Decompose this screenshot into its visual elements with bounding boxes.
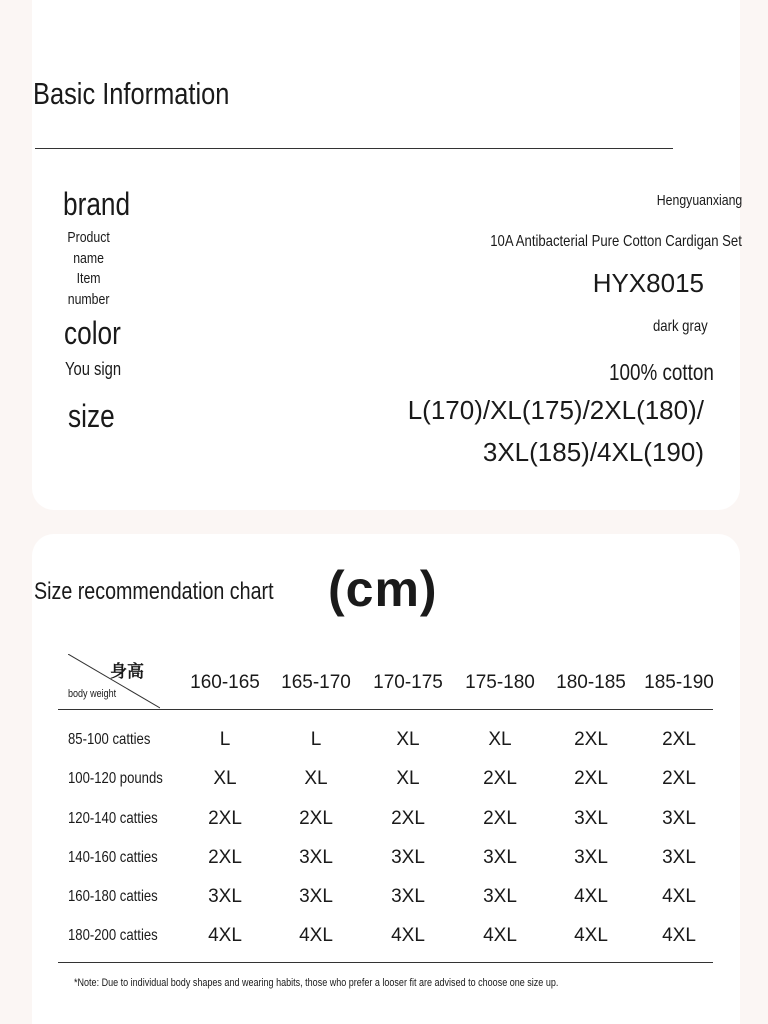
size-cell: XL: [213, 768, 237, 789]
size-cell: XL: [396, 729, 420, 750]
weight-row-label: 85-100 catties: [68, 731, 151, 748]
table-header-divider: [58, 709, 713, 710]
size-cell: 2XL: [662, 729, 696, 750]
size-note: *Note: Due to individual body shapes and wearing habits, those who prefer a looser fit are advised to choose one size up.: [74, 977, 559, 989]
size-cell: 3XL: [299, 886, 333, 907]
size-cell: 4XL: [208, 925, 242, 946]
brand-label: brand: [63, 186, 131, 222]
size-chart-unit: (cm): [328, 561, 438, 617]
size-cell: 4XL: [574, 925, 608, 946]
item-number-value: HYX8015: [592, 268, 704, 298]
size-cell: 3XL: [299, 847, 333, 868]
material-label: You sign: [65, 359, 122, 379]
size-cell: 2XL: [574, 729, 608, 750]
color-label: color: [64, 315, 121, 351]
size-cell: 2XL: [483, 768, 517, 789]
corner-height-label: 身高: [110, 662, 144, 681]
size-cell: 2XL: [208, 808, 242, 829]
size-cell: XL: [304, 768, 328, 789]
size-cell: XL: [488, 729, 512, 750]
size-cell: 2XL: [662, 768, 696, 789]
height-col-4: 175-180: [465, 672, 535, 693]
size-cell: 2XL: [299, 808, 333, 829]
height-col-2: 165-170: [281, 672, 351, 693]
height-col-1: 160-165: [190, 672, 260, 693]
size-cell: 2XL: [574, 768, 608, 789]
size-value-line1: L(170)/XL(175)/2XL(180)/: [407, 395, 704, 425]
table-bottom-divider: [58, 962, 713, 963]
brand-value: Hengyuanxiang: [656, 192, 742, 209]
size-cell: 4XL: [299, 925, 333, 946]
basic-info-title: Basic Information: [33, 76, 230, 111]
size-cell: 3XL: [662, 808, 696, 829]
weight-row-label: 120-140 catties: [68, 810, 158, 827]
size-cell: XL: [396, 768, 420, 789]
weight-row-label: 100-120 pounds: [68, 770, 163, 787]
material-value: 100% cotton: [609, 359, 714, 385]
size-cell: L: [219, 729, 231, 750]
size-chart-title: Size recommendation chart: [34, 578, 274, 605]
product-name-label: Product name: [67, 229, 110, 267]
item-number-label: Item number: [67, 270, 110, 308]
size-cell: 2XL: [208, 847, 242, 868]
size-cell: 4XL: [483, 925, 517, 946]
size-cell: 3XL: [391, 847, 425, 868]
size-cell: 4XL: [574, 886, 608, 907]
size-cell: 3XL: [483, 886, 517, 907]
product-name-value: 10A Antibacterial Pure Cotton Cardigan Set: [490, 233, 742, 250]
size-cell: L: [310, 729, 322, 750]
size-cell: 3XL: [391, 886, 425, 907]
size-cell: 3XL: [574, 808, 608, 829]
size-cell: 3XL: [574, 847, 608, 868]
size-cell: 4XL: [662, 925, 696, 946]
size-cell: 4XL: [391, 925, 425, 946]
weight-row-label: 180-200 catties: [68, 927, 158, 944]
size-cell: 3XL: [662, 847, 696, 868]
height-col-3: 170-175: [373, 672, 443, 693]
weight-row-label: 160-180 catties: [68, 888, 158, 905]
height-col-5: 180-185: [556, 672, 626, 693]
size-cell: 2XL: [391, 808, 425, 829]
height-col-6: 185-190: [644, 672, 714, 693]
size-value-line2: 3XL(185)/4XL(190): [482, 437, 704, 467]
size-cell: 3XL: [208, 886, 242, 907]
size-cell: 2XL: [483, 808, 517, 829]
weight-row-label: 140-160 catties: [68, 849, 158, 866]
color-value: dark gray: [653, 318, 708, 335]
size-cell: 4XL: [662, 886, 696, 907]
corner-weight-label: body weight: [68, 688, 117, 700]
size-cell: 3XL: [483, 847, 517, 868]
size-label: size: [68, 398, 115, 434]
basic-info-divider: [35, 148, 673, 149]
